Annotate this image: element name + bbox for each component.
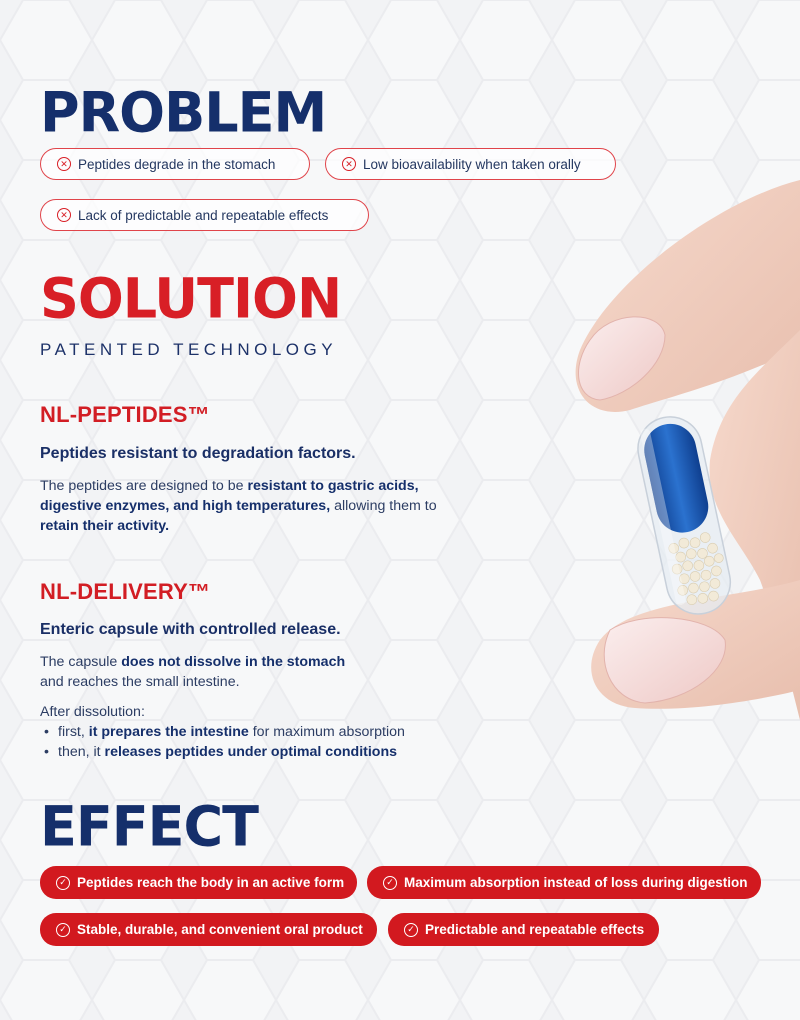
nl-delivery-title: NL-DELIVERY™ — [40, 579, 211, 604]
effect-item — [388, 913, 659, 946]
check-circle-icon: ✓ — [56, 876, 70, 890]
nl-delivery-description: The capsule does not dissolve in the stomach and reaches the small intestine. — [40, 654, 346, 690]
x-circle-icon: ✕ — [57, 157, 71, 171]
nl-peptides-lead: Peptides resistant to degradation factors. — [40, 445, 356, 462]
x-circle-icon: ✕ — [57, 208, 71, 222]
effect-item-label: Predictable and repeatable effects — [425, 922, 645, 937]
effect-item-label: Peptides reach the body in an active form — [77, 875, 345, 890]
problem-item — [40, 199, 369, 231]
nl-delivery-after-label: After dissolution: — [40, 704, 145, 720]
list-item: • then, it releases peptides under optimal conditions — [44, 742, 405, 762]
problem-heading: PROBLEM — [40, 80, 327, 145]
problem-item — [40, 148, 310, 180]
list-item: • first, it prepares the intestine for maximum absorption — [44, 722, 405, 742]
problem-item-label: Lack of predictable and repeatable effects — [78, 207, 329, 223]
problem-item-label: Low bioavailability when taken orally — [363, 156, 581, 172]
nl-peptides-title: NL-PEPTIDES™ — [40, 402, 210, 427]
nl-delivery-steps — [44, 722, 405, 762]
nl-delivery-lead: Enteric capsule with controlled release. — [40, 621, 341, 638]
x-circle-icon: ✕ — [342, 157, 356, 171]
problem-item-label: Peptides degrade in the stomach — [78, 156, 276, 172]
check-circle-icon: ✓ — [404, 923, 418, 937]
nl-peptides-description: The peptides are designed to be resistant to gastric acids, digestive enzymes, and high temperatures, allowing them to retain their activity. — [40, 478, 437, 534]
problem-item — [325, 148, 616, 180]
effect-item-label: Maximum absorption instead of loss during digestion — [404, 875, 748, 890]
check-circle-icon: ✓ — [56, 923, 70, 937]
effect-item — [40, 866, 357, 899]
effect-item-label: Stable, durable, and convenient oral product — [77, 922, 363, 937]
solution-heading: SOLUTION — [40, 266, 342, 331]
effect-item — [40, 913, 377, 946]
solution-subtitle: PATENTED TECHNOLOGY — [40, 340, 338, 359]
effect-item — [367, 866, 761, 899]
check-circle-icon: ✓ — [383, 876, 397, 890]
effect-heading: EFFECT — [40, 794, 259, 859]
